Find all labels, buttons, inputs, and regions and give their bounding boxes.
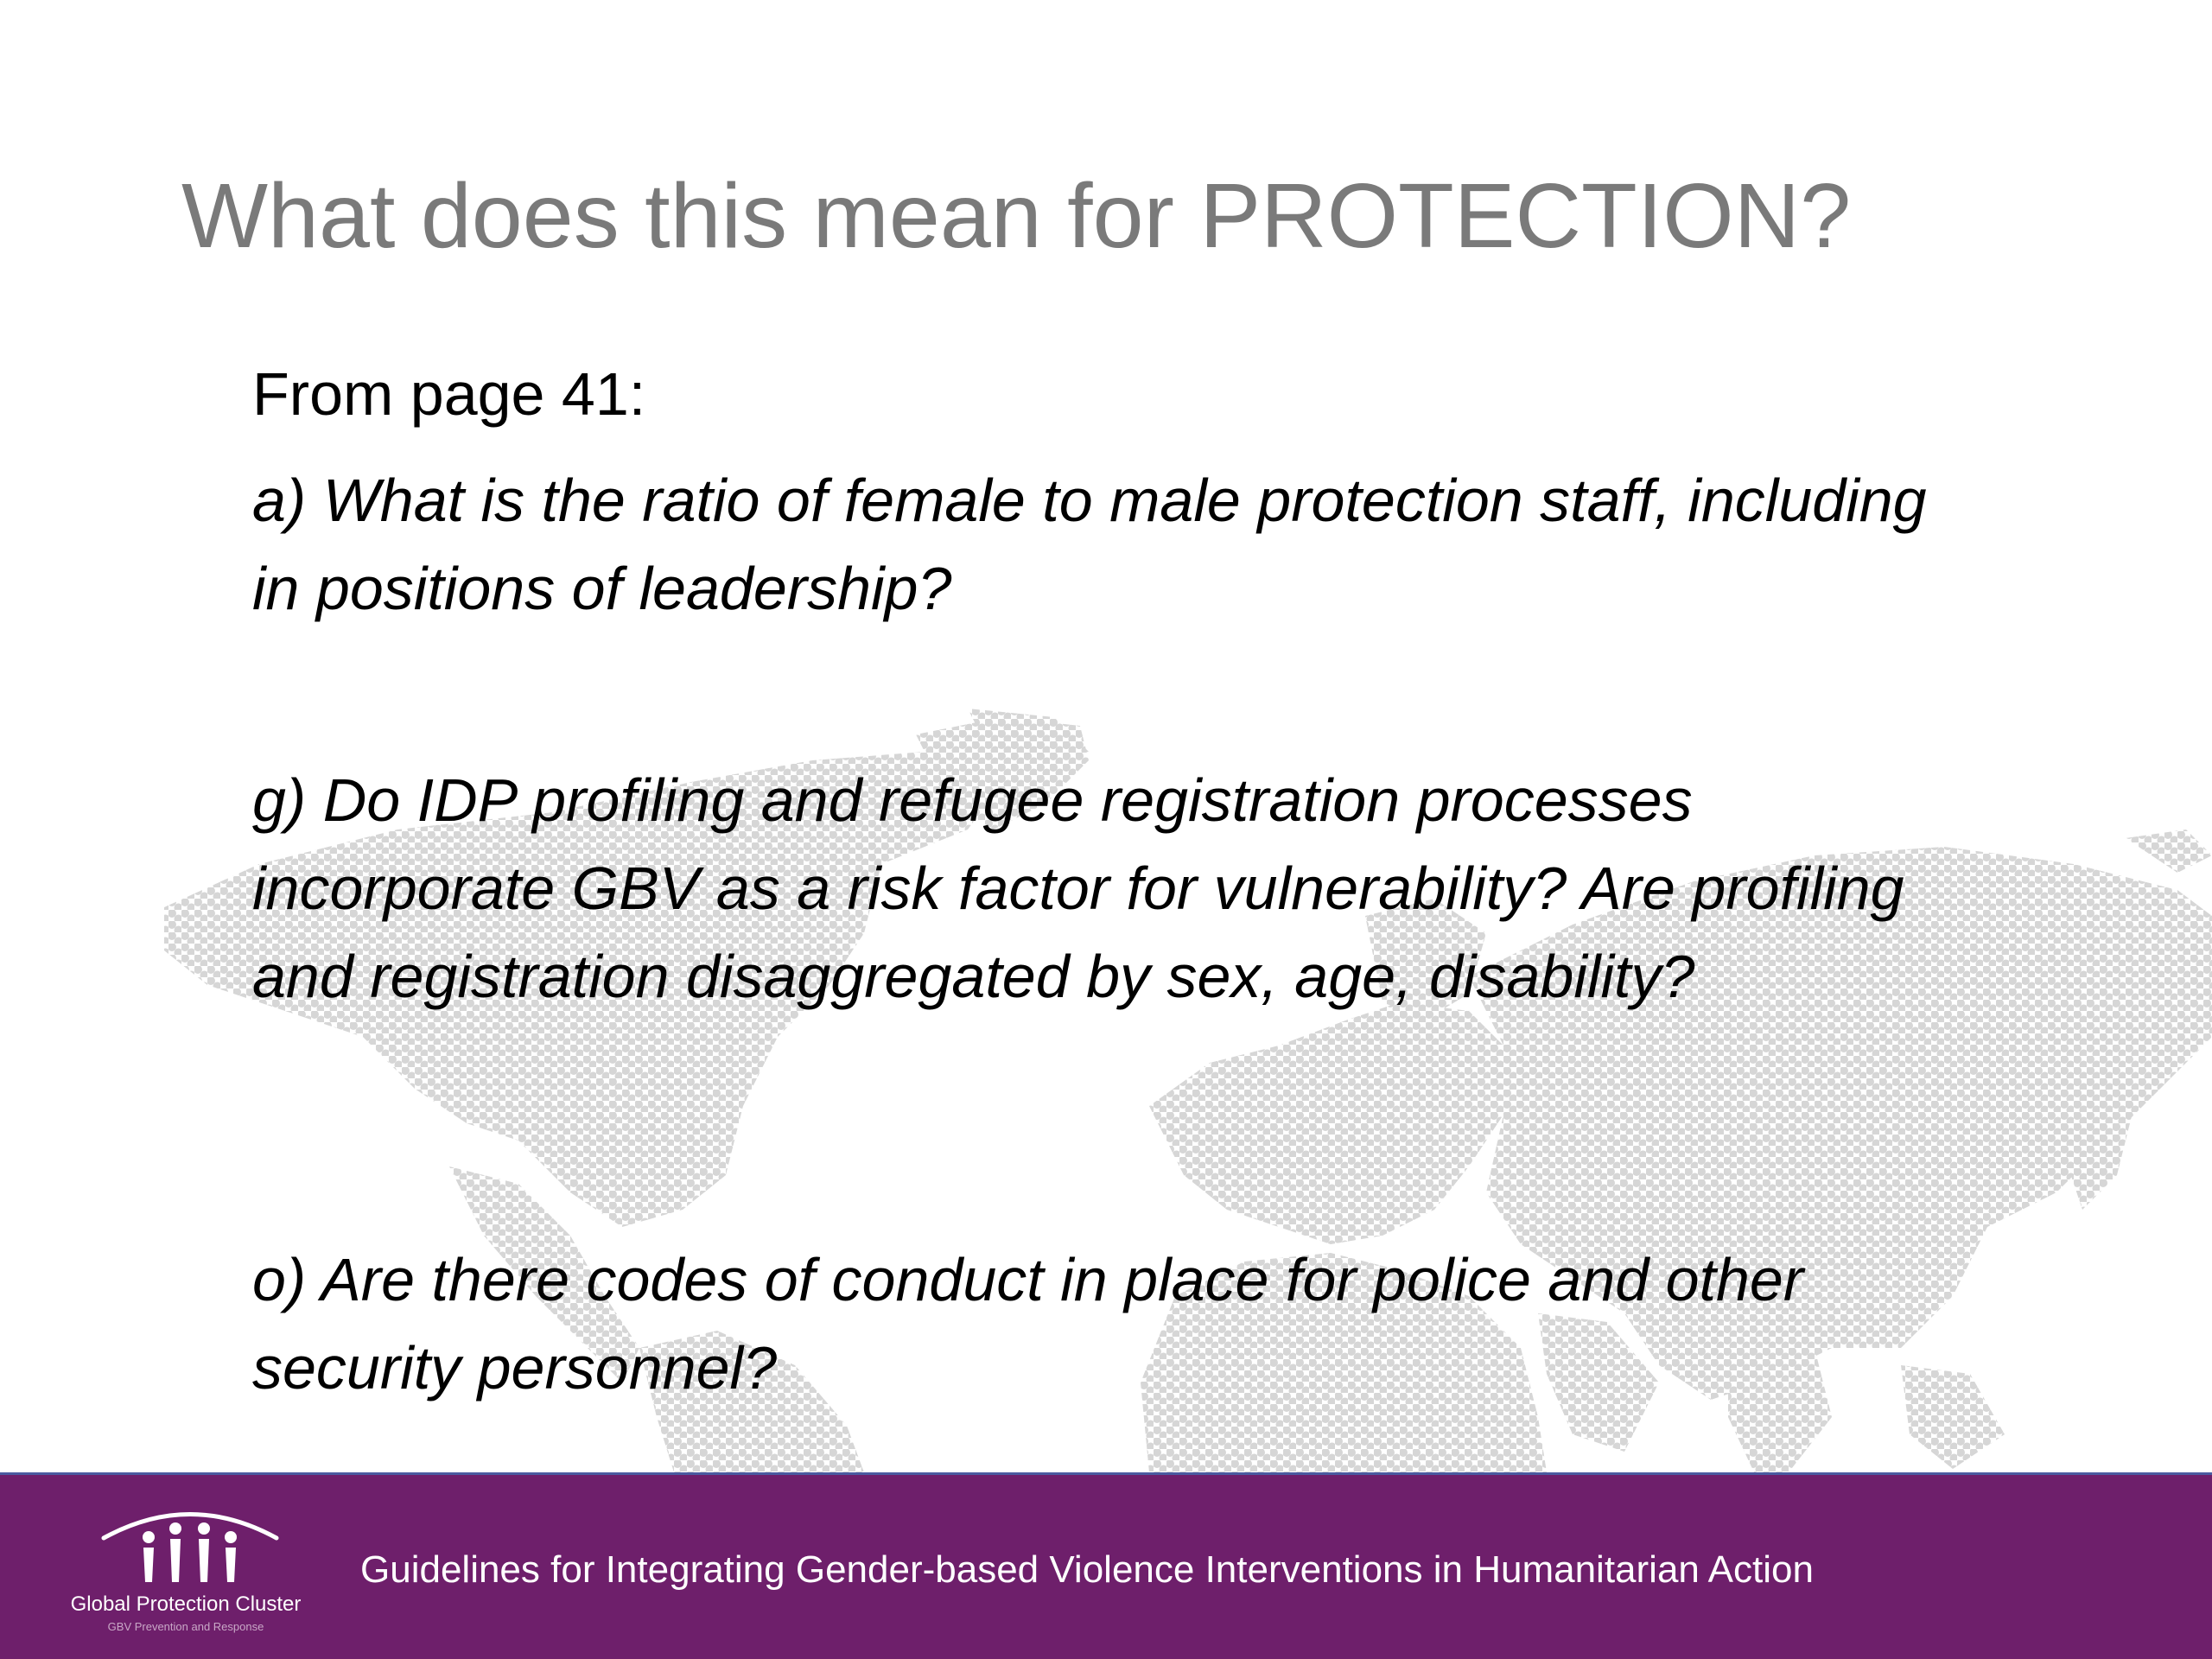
question-a: a) What is the ratio of female to male protection staff, including in positions of leadership? bbox=[252, 467, 1927, 622]
footer-bar bbox=[0, 1472, 2212, 1659]
logo-name: Global Protection Cluster bbox=[70, 1592, 302, 1616]
source-reference: From page 41: bbox=[252, 360, 646, 428]
global-protection-cluster-logo bbox=[60, 1499, 320, 1655]
footer-caption: Guidelines for Integrating Gender-based Violence Interventions in Humanitarian Action bbox=[360, 1548, 1814, 1591]
question-o: o) Are there codes of conduct in place for police and other security personnel? bbox=[252, 1246, 1804, 1402]
people-under-arc-icon bbox=[78, 1499, 302, 1586]
slide-title: What does this mean for PROTECTION? bbox=[181, 165, 1852, 267]
logo-subtitle: GBV Prevention and Response bbox=[107, 1620, 264, 1633]
question-g: g) Do IDP profiling and refugee registration processes incorporate GBV as a risk factor for vulnerability? Are profiling and registration disaggregated by sex, age, disability? bbox=[252, 766, 1904, 1010]
